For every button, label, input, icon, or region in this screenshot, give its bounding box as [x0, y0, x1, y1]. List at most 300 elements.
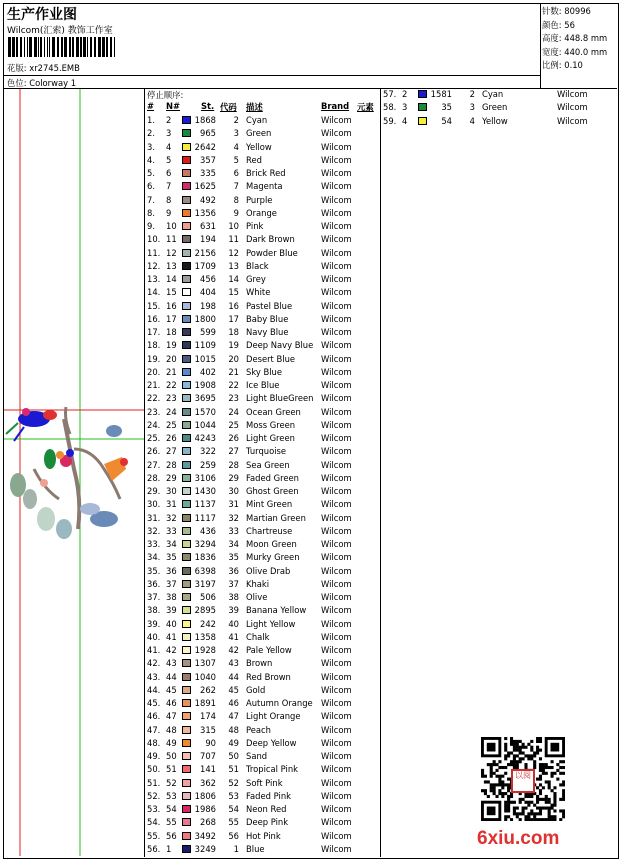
row-description: Red Brown — [246, 671, 291, 682]
row-brand: Wilcom — [321, 592, 352, 602]
row-index: 58. — [383, 102, 397, 113]
row-brand: Wilcom — [321, 207, 352, 218]
color-swatch — [182, 818, 191, 826]
row-brand: Wilcom — [321, 221, 352, 231]
table-row — [146, 763, 380, 776]
stat-value: 56 — [561, 19, 575, 30]
row-code: 14 — [228, 274, 239, 284]
color-swatch — [182, 129, 191, 137]
row-index: 5. — [147, 168, 155, 178]
colorway: 色位: Colorway 1 — [7, 78, 77, 88]
color-swatch — [182, 235, 191, 243]
row-brand: Wilcom — [321, 366, 352, 377]
row-stitches: 492 — [200, 194, 216, 205]
color-swatch — [182, 461, 191, 469]
row-code: 52 — [228, 777, 239, 788]
color-swatch — [182, 394, 191, 402]
row-index: 4. — [147, 154, 155, 165]
col-brand-header: Brand — [321, 101, 350, 111]
row-code: 28 — [228, 459, 239, 470]
row-stitches: 262 — [200, 684, 216, 695]
row-stitches: 90 — [205, 737, 216, 748]
color-swatch — [182, 408, 191, 416]
row-needle: 52 — [166, 777, 177, 788]
table-row — [146, 657, 380, 670]
row-code: 24 — [228, 406, 239, 417]
row-needle: 50 — [166, 751, 177, 761]
stat-label: 颜色: — [542, 19, 562, 30]
row-code: 8 — [233, 194, 239, 205]
row-stitches: 1015 — [194, 353, 216, 364]
row-index: 34. — [147, 552, 161, 563]
row-code: 42 — [228, 645, 239, 655]
row-code: 35 — [228, 552, 239, 563]
color-swatch — [182, 659, 191, 667]
color-swatch — [182, 328, 191, 336]
row-description: Sky Blue — [246, 366, 283, 377]
table-row — [146, 326, 380, 339]
stat-label: 比例: — [542, 60, 562, 70]
row-stitches: 35 — [441, 102, 452, 113]
row-description: Moss Green — [246, 419, 296, 430]
table-row — [146, 618, 380, 631]
row-brand: Wilcom — [321, 684, 352, 695]
row-index: 47. — [147, 724, 161, 735]
row-needle: 29 — [166, 472, 177, 483]
table-row — [146, 127, 380, 140]
color-swatch — [182, 262, 191, 270]
col-code-header: 代码 — [220, 102, 237, 112]
row-brand: Wilcom — [321, 711, 352, 722]
row-index: 48. — [147, 737, 161, 748]
row-code: 44 — [228, 671, 239, 682]
row-description: Deep Pink — [246, 817, 289, 828]
row-description: Chalk — [246, 631, 270, 642]
row-index: 27. — [147, 459, 161, 470]
row-index: 37. — [147, 592, 161, 602]
row-index: 36. — [147, 578, 161, 589]
row-brand: Wilcom — [321, 168, 352, 178]
row-stitches: 1109 — [194, 340, 216, 351]
row-needle: 3 — [166, 128, 172, 139]
color-swatch — [182, 275, 191, 283]
row-needle: 18 — [166, 327, 177, 337]
row-needle: 26 — [166, 433, 177, 443]
row-index: 50. — [147, 764, 161, 775]
row-index: 46. — [147, 711, 161, 722]
row-code: 51 — [228, 764, 239, 775]
row-description: Hot Pink — [246, 830, 281, 841]
table-row — [146, 750, 380, 763]
row-code: 53 — [228, 790, 239, 801]
row-needle: 35 — [166, 552, 177, 563]
row-description: Light BlueGreen — [246, 393, 314, 404]
row-stitches: 3249 — [194, 843, 216, 854]
row-index: 8. — [147, 207, 155, 218]
row-code: 2 — [233, 115, 239, 125]
row-brand: Wilcom — [321, 247, 352, 258]
row-brand: Wilcom — [557, 89, 588, 99]
table-row — [146, 631, 380, 644]
row-code: 27 — [228, 446, 239, 457]
row-index: 22. — [147, 393, 161, 404]
row-index: 38. — [147, 605, 161, 616]
row-needle: 12 — [166, 247, 177, 258]
row-description: Mint Green — [246, 499, 293, 510]
row-stitches: 1868 — [194, 115, 216, 125]
stat-label: 针数: — [542, 6, 562, 16]
row-description: Pink — [246, 221, 264, 231]
row-needle: 31 — [166, 499, 177, 510]
table-row — [146, 671, 380, 684]
row-description: Pastel Blue — [246, 300, 293, 311]
table-row — [146, 167, 380, 180]
color-swatch — [182, 553, 191, 561]
color-swatch — [182, 209, 191, 217]
table-row — [146, 180, 380, 193]
col-element-header: 元素 — [357, 102, 374, 112]
row-index: 12. — [147, 260, 161, 271]
row-code: 46 — [228, 698, 239, 708]
stat-label: 高度: — [542, 33, 562, 43]
row-description: Faded Green — [246, 472, 299, 483]
table-row — [146, 286, 380, 299]
row-code: 3 — [233, 128, 239, 139]
row-code: 2 — [469, 89, 475, 99]
color-swatch — [182, 726, 191, 734]
row-needle: 7 — [166, 181, 172, 192]
row-needle: 19 — [166, 340, 177, 351]
row-brand: Wilcom — [321, 274, 352, 284]
row-needle: 46 — [166, 698, 177, 708]
row-code: 4 — [469, 115, 475, 126]
row-brand: Wilcom — [321, 565, 352, 576]
table-row — [146, 220, 380, 233]
page-title: 生产作业图 — [7, 7, 77, 23]
row-index: 53. — [147, 804, 161, 814]
row-brand: Wilcom — [321, 578, 352, 589]
row-code: 29 — [228, 472, 239, 483]
row-stitches: 357 — [200, 154, 216, 165]
row-code: 4 — [233, 141, 239, 152]
table-row — [146, 697, 380, 710]
color-swatch — [182, 315, 191, 323]
row-needle: 48 — [166, 724, 177, 735]
row-description: Sand — [246, 751, 268, 761]
table-row — [146, 432, 380, 445]
row-stitches: 1800 — [194, 313, 216, 324]
row-brand: Wilcom — [321, 658, 352, 669]
row-needle: 47 — [166, 711, 177, 722]
color-table-continued — [382, 88, 616, 130]
row-code: 22 — [228, 380, 239, 390]
table-row — [146, 604, 380, 617]
row-index: 43. — [147, 671, 161, 682]
table-row — [146, 353, 380, 366]
row-needle: 30 — [166, 486, 177, 496]
row-brand: Wilcom — [321, 605, 352, 616]
row-stitches: 1570 — [194, 406, 216, 417]
row-needle: 9 — [166, 207, 172, 218]
company-name: Wilcom(汇索) 教饰工作室 — [7, 26, 113, 36]
table-row — [146, 591, 380, 604]
row-brand: Wilcom — [557, 102, 588, 113]
table-row — [146, 790, 380, 803]
row-stitches: 3695 — [194, 393, 216, 404]
row-brand: Wilcom — [321, 115, 352, 125]
row-brand: Wilcom — [321, 737, 352, 748]
row-description: Brown — [246, 658, 273, 669]
row-description: Deep Yellow — [246, 737, 297, 748]
stat-row — [542, 32, 607, 44]
table-title: 停止顺序: — [147, 90, 184, 100]
row-stitches: 268 — [200, 817, 216, 828]
row-stitches: 362 — [200, 777, 216, 788]
row-code: 45 — [228, 684, 239, 695]
row-index: 7. — [147, 194, 155, 205]
row-index: 21. — [147, 380, 161, 390]
table-row — [146, 392, 380, 405]
row-index: 59. — [383, 115, 397, 126]
row-code: 16 — [228, 300, 239, 311]
row-index: 31. — [147, 512, 161, 523]
row-stitches: 1581 — [430, 89, 452, 99]
row-stitches: 506 — [200, 592, 216, 602]
row-index: 41. — [147, 645, 161, 655]
table-row — [146, 578, 380, 591]
table-row — [146, 366, 380, 379]
row-stitches: 2895 — [194, 605, 216, 616]
row-stitches: 54 — [441, 115, 452, 126]
row-needle: 20 — [166, 353, 177, 364]
table-row — [146, 233, 380, 246]
row-stitches: 1986 — [194, 804, 216, 814]
table-row — [146, 406, 380, 419]
row-code: 5 — [233, 154, 239, 165]
row-brand: Wilcom — [321, 287, 352, 298]
row-description: Green — [482, 102, 508, 113]
row-stitches: 1806 — [194, 790, 216, 801]
color-swatch — [182, 182, 191, 190]
table-row — [146, 644, 380, 657]
color-swatch — [418, 117, 427, 125]
color-swatch — [182, 540, 191, 548]
table-row — [146, 247, 380, 260]
row-description: Ocean Green — [246, 406, 301, 417]
row-code: 40 — [228, 618, 239, 629]
color-swatch — [182, 381, 191, 389]
row-code: 55 — [228, 817, 239, 828]
color-swatch — [182, 779, 191, 787]
row-needle: 27 — [166, 446, 177, 457]
stat-value: 0.10 — [561, 60, 583, 70]
table-row — [146, 273, 380, 286]
row-brand: Wilcom — [321, 154, 352, 165]
row-stitches: 1908 — [194, 380, 216, 390]
row-description: Dark Brown — [246, 234, 295, 245]
barcode — [8, 37, 118, 57]
table-row — [146, 300, 380, 313]
color-swatch — [182, 222, 191, 230]
row-index: 16. — [147, 313, 161, 324]
color-swatch — [182, 567, 191, 575]
color-swatch — [418, 103, 427, 111]
color-swatch — [182, 673, 191, 681]
row-description: Yellow — [482, 115, 508, 126]
row-index: 25. — [147, 433, 161, 443]
row-needle: 28 — [166, 459, 177, 470]
row-stitches: 1117 — [194, 512, 216, 523]
color-swatch — [182, 593, 191, 601]
color-swatch — [182, 514, 191, 522]
row-description: Banana Yellow — [246, 605, 307, 616]
color-swatch — [182, 487, 191, 495]
table-row — [146, 777, 380, 790]
row-index: 3. — [147, 141, 155, 152]
color-swatch — [182, 792, 191, 800]
row-index: 29. — [147, 486, 161, 496]
table-row — [146, 684, 380, 697]
row-needle: 4 — [402, 115, 408, 126]
row-stitches: 194 — [200, 234, 216, 245]
row-description: Baby Blue — [246, 313, 289, 324]
row-code: 33 — [228, 525, 239, 536]
row-code: 15 — [228, 287, 239, 298]
row-code: 21 — [228, 366, 239, 377]
row-index: 40. — [147, 631, 161, 642]
table-row — [146, 260, 380, 273]
color-table — [146, 114, 380, 856]
row-stitches: 242 — [200, 618, 216, 629]
row-stitches: 1430 — [194, 486, 216, 496]
row-needle: 55 — [166, 817, 177, 828]
row-index: 57. — [383, 89, 397, 99]
row-brand: Wilcom — [321, 181, 352, 192]
row-brand: Wilcom — [321, 300, 352, 311]
color-swatch — [182, 434, 191, 442]
stat-row — [542, 19, 575, 31]
color-swatch — [182, 288, 191, 296]
row-brand: Wilcom — [321, 751, 352, 761]
row-code: 50 — [228, 751, 239, 761]
row-index: 56. — [147, 843, 161, 854]
row-brand: Wilcom — [321, 380, 352, 390]
row-brand: Wilcom — [321, 790, 352, 801]
row-stitches: 1356 — [194, 207, 216, 218]
color-swatch — [182, 620, 191, 628]
row-code: 25 — [228, 419, 239, 430]
row-code: 7 — [233, 181, 239, 192]
row-description: Blue — [246, 843, 265, 854]
table-row — [146, 816, 380, 829]
color-swatch — [182, 580, 191, 588]
row-description: Desert Blue — [246, 353, 296, 364]
table-row — [146, 737, 380, 750]
row-needle: 8 — [166, 194, 172, 205]
row-description: Cyan — [246, 115, 268, 125]
row-code: 26 — [228, 433, 239, 443]
row-index: 20. — [147, 366, 161, 377]
row-stitches: 4243 — [194, 433, 216, 443]
row-needle: 32 — [166, 512, 177, 523]
table-row — [146, 379, 380, 392]
row-code: 39 — [228, 605, 239, 616]
row-description: Red — [246, 154, 262, 165]
row-description: Tropical Pink — [246, 764, 298, 775]
row-index: 45. — [147, 698, 161, 708]
table-row — [146, 830, 380, 843]
row-needle: 3 — [402, 102, 408, 113]
row-stitches: 3197 — [194, 578, 216, 589]
table-row — [146, 154, 380, 167]
row-needle: 34 — [166, 539, 177, 549]
row-description: Murky Green — [246, 552, 300, 563]
color-swatch — [182, 765, 191, 773]
row-needle: 43 — [166, 658, 177, 669]
row-stitches: 404 — [200, 287, 216, 298]
row-description: Brick Red — [246, 168, 286, 178]
row-brand: Wilcom — [321, 843, 352, 854]
color-swatch — [182, 143, 191, 151]
row-brand: Wilcom — [321, 340, 352, 351]
row-code: 19 — [228, 340, 239, 351]
row-code: 9 — [233, 207, 239, 218]
table-row — [146, 525, 380, 538]
table-row — [146, 565, 380, 578]
row-description: Neon Red — [246, 804, 287, 814]
row-description: Powder Blue — [246, 247, 298, 258]
stat-row — [542, 59, 583, 71]
row-code: 1 — [233, 843, 239, 854]
row-code: 48 — [228, 724, 239, 735]
row-needle: 45 — [166, 684, 177, 695]
table-row — [382, 115, 616, 128]
row-brand: Wilcom — [557, 115, 588, 126]
row-brand: Wilcom — [321, 698, 352, 708]
row-stitches: 322 — [200, 446, 216, 457]
row-needle: 44 — [166, 671, 177, 682]
row-brand: Wilcom — [321, 313, 352, 324]
row-needle: 2 — [402, 89, 408, 99]
row-brand: Wilcom — [321, 552, 352, 563]
row-index: 1. — [147, 115, 155, 125]
row-index: 10. — [147, 234, 161, 245]
row-description: Peach — [246, 724, 271, 735]
row-stitches: 1928 — [194, 645, 216, 655]
row-stitches: 6398 — [194, 565, 216, 576]
row-description: Yellow — [246, 141, 272, 152]
row-stitches: 259 — [200, 459, 216, 470]
table-row — [146, 724, 380, 737]
table-row — [146, 551, 380, 564]
row-needle: 21 — [166, 366, 177, 377]
row-stitches: 198 — [200, 300, 216, 311]
col-index-header: # — [147, 101, 155, 111]
row-description: Khaki — [246, 578, 270, 589]
row-stitches: 141 — [200, 764, 216, 775]
row-brand: Wilcom — [321, 327, 352, 337]
row-brand: Wilcom — [321, 406, 352, 417]
row-index: 15. — [147, 300, 161, 311]
row-description: Deep Navy Blue — [246, 340, 314, 351]
table-row — [146, 207, 380, 220]
stat-value: 440.0 mm — [561, 46, 608, 57]
row-index: 18. — [147, 340, 161, 351]
row-needle: 49 — [166, 737, 177, 748]
stat-value: 80996 — [561, 6, 591, 16]
row-brand: Wilcom — [321, 393, 352, 404]
row-stitches: 965 — [200, 128, 216, 139]
